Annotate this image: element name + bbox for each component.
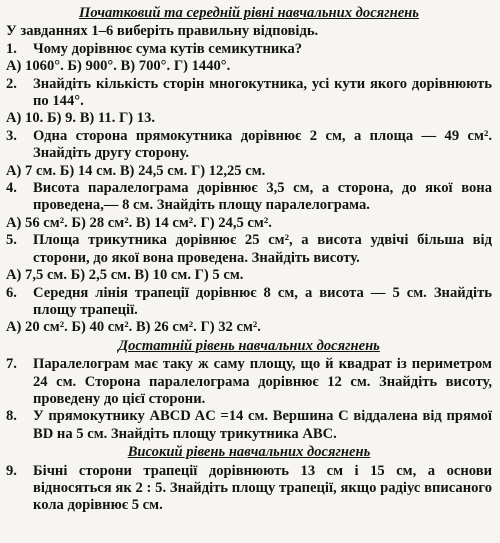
answer-options-5: А) 7,5 см. Б) 2,5 см. В) 10 см. Г) 5 см. <box>6 267 244 284</box>
answer-options-3: А) 7 см. Б) 14 см. В) 24,5 см. Г) 12,25 см. <box>6 162 266 179</box>
question-8 <box>6 408 492 443</box>
question-number: 3. <box>6 127 17 144</box>
question-number: 5. <box>6 232 17 249</box>
question-4 <box>6 180 492 215</box>
question-5 <box>6 232 492 267</box>
question-7 <box>6 356 492 408</box>
question-text: Чому дорівнює сума кутів семикутника? <box>33 40 303 57</box>
question-text: Бічні сторони трапеції дорівнюють 13 см і 15 см, а основи відносяться як 2 : 5. Знайдіть площу трапеції, якщо радіус вписаного кола дорівнює 5 см. <box>33 462 492 514</box>
answer-options-2: А) 10. Б) 9. В) 11. Г) 13. <box>6 110 156 127</box>
question-number: 6. <box>6 284 17 301</box>
question-text: Середня лінія трапеції дорівнює 8 см, а висота — 5 см. Знайдіть площу трапеції. <box>33 284 492 318</box>
question-6 <box>6 285 492 320</box>
question-number: 4. <box>6 180 17 197</box>
question-text: Паралелограм має таку ж саму площу, що й квадрат із периметром 24 см. Сторона паралелограма дорівнює 12 см. Знайдіть висоту, проведену до цієї сторони. <box>33 356 492 407</box>
section-title-sufficient: Достатній рівень навчальних досягнень <box>118 337 380 354</box>
question-number: 1. <box>6 40 17 57</box>
question-text: Висота паралелограма дорівнює 3,5 см, а сторона, до якої вона проведена,— 8 см. Знайдіть площу паралелограма. <box>33 180 492 214</box>
section-title-basic: Початковий та середній рівні навчальних досягнень <box>79 5 419 21</box>
question-text: У прямокутнику ABCD AC =14 см. Вершина C віддалена від прямої BD на 5 см. Знайдіть площу трикутника ABC. <box>33 408 492 442</box>
instruction: У завданнях 1–6 виберіть правильну відповідь. <box>6 23 319 40</box>
question-1 <box>6 41 492 58</box>
answer-options-1: А) 1060°. Б) 900°. В) 700°. Г) 1440°. <box>6 58 231 75</box>
question-number: 2. <box>6 75 17 92</box>
question-9 <box>6 463 492 515</box>
question-number: 7. <box>6 356 17 373</box>
answer-options-6: А) 20 см². Б) 40 см². В) 26 см². Г) 32 см². <box>6 319 261 336</box>
answer-options-4: А) 56 см². Б) 28 см². В) 14 см². Г) 24,5 см². <box>6 214 272 231</box>
question-text: Площа трикутника дорівнює 25 см², а висота удвічі більша від сторони, до якої вона проведена. Знайдіть висоту. <box>33 232 492 266</box>
question-2 <box>6 76 492 111</box>
question-number: 8. <box>6 408 17 425</box>
question-text: Знайдіть кількість сторін многокутника, усі кути якого дорівнюють по 144°. <box>33 75 492 110</box>
section-title-high: Високий рівень навчальних досягнень <box>127 444 371 461</box>
question-number: 9. <box>6 462 17 479</box>
question-text: Одна сторона прямокутника дорівнює 2 см, а площа — 49 см². Знайдіть другу сторону. <box>33 127 492 162</box>
question-3 <box>6 128 492 163</box>
